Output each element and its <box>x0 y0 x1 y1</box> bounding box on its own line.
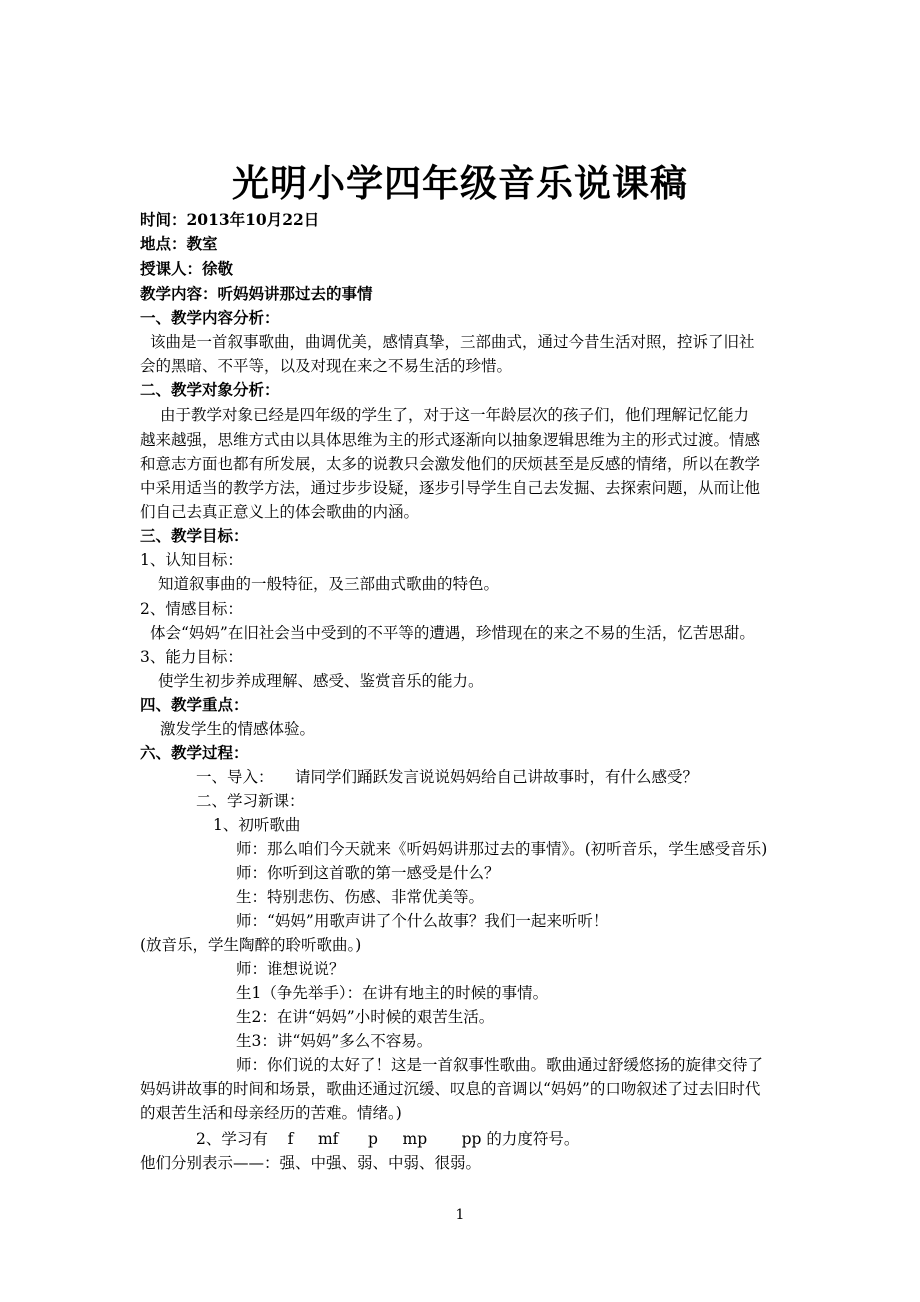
dialogue-line: 的艰苦生活和母亲经历的苦难。情绪。) <box>140 1104 402 1122</box>
dialogue-line: 师：那么咱们今天就来《听妈妈讲那过去的事情》。(初听音乐，学生感受音乐) <box>236 840 768 858</box>
paragraph-line: 越来越强，思维方式由以具体思维为主的形式逐渐向以抽象逻辑思维为主的形式过渡。情感 <box>140 431 761 449</box>
dialogue-line: 生3：讲“妈妈”多么不容易。 <box>236 1032 433 1050</box>
process-sublabel: 1、初听歌曲 <box>213 816 301 834</box>
dialogue-line: 师：你听到这首歌的第一感受是什么？ <box>236 864 500 882</box>
section-heading: 六、教学过程： <box>140 743 249 762</box>
goal-label: 3、能力目标： <box>140 648 243 666</box>
dialogue-line: 生2：在讲“妈妈”小时候的艰苦生活。 <box>236 1008 495 1026</box>
goal-text: 体会“妈妈”在旧社会当中受到的不平等的遭遇，珍惜现在的来之不易的生活，忆苦思甜。 <box>150 624 755 642</box>
page-number: 1 <box>455 1207 465 1223</box>
dialogue-line: 生1（争先举手）：在讲有地主的时候的事情。 <box>236 984 549 1002</box>
meta-content: 教学内容：听妈妈讲那过去的事情 <box>140 284 373 303</box>
page-title: 光明小学四年级音乐说课稿 <box>232 162 688 205</box>
paragraph-line: 会的黑暗、不平等，以及对现在来之不易生活的珍惜。 <box>140 357 513 375</box>
dialogue-line: 师：你们说的太好了！这是一首叙事性歌曲。歌曲通过舒缓悠扬的旋律交待了 <box>236 1056 764 1074</box>
dialogue-line: 师：谁想说说？ <box>236 960 345 978</box>
section-heading: 二、教学对象分析： <box>140 380 280 399</box>
dialogue-line: (放音乐，学生陶醉的聆听歌曲。) <box>140 936 362 954</box>
process-text: 请同学们踊跃发言说说妈妈给自己讲故事时，有什么感受？ <box>295 768 699 786</box>
paragraph-line: 们自己去真正意义上的体会歌曲的内涵。 <box>140 503 420 521</box>
paragraph-line: 由于教学对象已经是四年级的学生了，对于这一年龄层次的孩子们，他们理解记忆能力 <box>160 406 750 424</box>
goal-label: 1、认知目标： <box>140 551 243 569</box>
paragraph-line: 激发学生的情感体验。 <box>160 720 316 738</box>
paragraph-line: 他们分别表示——：强、中强、弱、中弱、很弱。 <box>140 1154 482 1172</box>
process-label: 一、导入： <box>196 768 274 786</box>
process-label: 二、学习新课： <box>196 792 305 810</box>
section-heading: 三、教学目标： <box>140 526 249 545</box>
dialogue-line: 妈妈讲故事的时间和场景，歌曲还通过沉缓、叹息的音调以“妈妈”的口吻叙述了过去旧时代 <box>140 1080 761 1098</box>
meta-teacher: 授课人：徐敬 <box>140 259 234 278</box>
section-heading: 四、教学重点： <box>140 695 249 714</box>
dialogue-line: 师：“妈妈”用歌声讲了个什么故事？我们一起来听听！ <box>236 912 609 930</box>
section-heading: 一、教学内容分析： <box>140 308 280 327</box>
dialogue-line: 生：特别悲伤、伤感、非常优美等。 <box>236 888 485 906</box>
goal-label: 2、情感目标： <box>140 600 243 618</box>
paragraph-line: 中采用适当的教学方法，通过步步设疑，逐步引导学生自己去发掘、去探索问题，从而让他 <box>140 479 761 497</box>
goal-text: 知道叙事曲的一般特征，及三部曲式歌曲的特色。 <box>158 575 500 593</box>
meta-place: 地点：教室 <box>140 234 218 253</box>
goal-text: 使学生初步养成理解、感受、鉴赏音乐的能力。 <box>158 672 484 690</box>
meta-time: 时间：2013年10月22日 <box>140 210 320 229</box>
paragraph-line: 和意志方面也都有所发展，太多的说教只会激发他们的厌烦甚至是反感的情绪，所以在教学 <box>140 455 761 473</box>
process-sublabel: 2、学习有 f mf p mp pp 的力度符号。 <box>196 1130 580 1148</box>
paragraph-line: 该曲是一首叙事歌曲，曲调优美，感情真挚，三部曲式，通过今昔生活对照，控诉了旧社 <box>150 333 755 351</box>
